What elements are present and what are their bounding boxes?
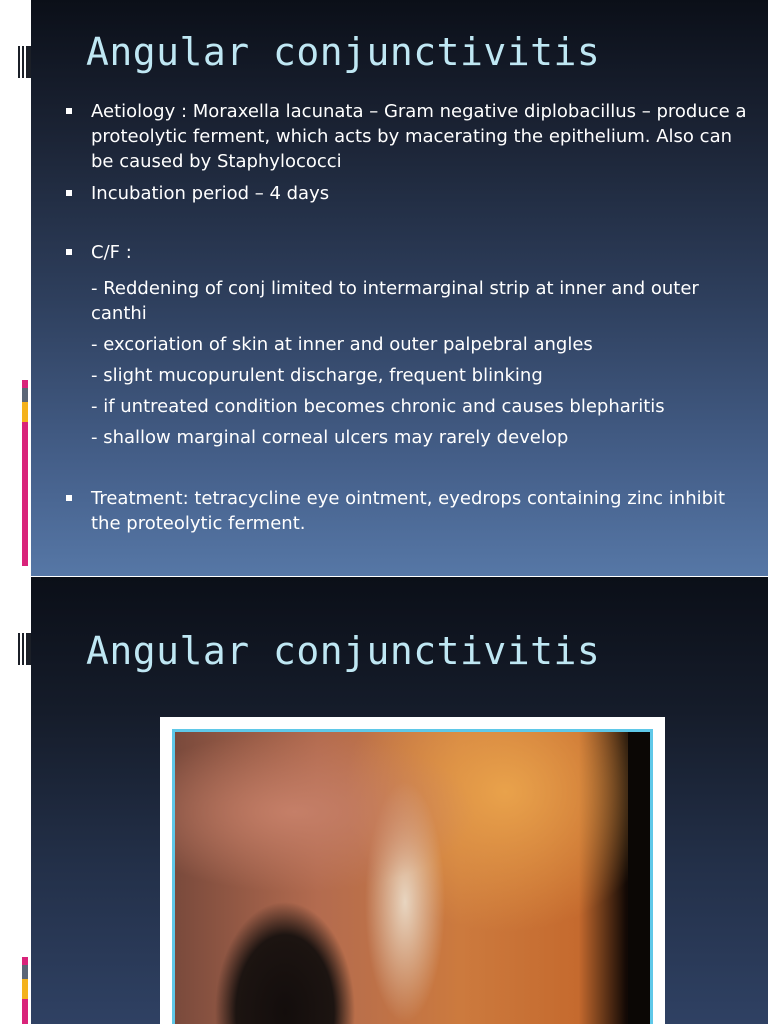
clinical-eye-photo [172,729,653,1024]
cf-item: - slight mucopurulent discharge, frequent blinking [91,365,543,386]
bullet-list [66,99,756,536]
decorative-bars-icon [18,46,31,78]
slide-left-strip [0,577,31,1024]
slide-title: Angular conjunctivitis [86,30,601,74]
accent-stripe [22,957,28,1024]
slide-title: Angular conjunctivitis [86,629,601,673]
cf-item: - if untreated condition becomes chronic and causes blepharitis [91,396,665,417]
cf-item: - shallow marginal corneal ulcers may rarely develop [91,427,569,448]
accent-stripe [22,380,28,566]
bullet-treatment: Treatment: tetracycline eye ointment, eyedrops containing zinc inhibit the proteolytic ferment. [66,486,756,536]
bullet-cf-heading: C/F : [66,240,756,265]
cf-item: - Reddening of conj limited to intermarginal strip at inner and outer canthi [91,278,699,324]
bullet-aetiology: Aetiology : Moraxella lacunata – Gram negative diplobacillus – produce a proteolytic ferment, which acts by macerating the epithelium. Also can be caused by Staphylococci [66,99,756,174]
slide-2 [0,577,768,1024]
cf-item: - excoriation of skin at inner and outer palpebral angles [91,334,593,355]
clinical-photo-frame [160,717,665,1024]
decorative-bars-icon [18,633,31,665]
slide-left-strip [0,0,31,576]
bullet-incubation: Incubation period – 4 days [66,181,756,206]
